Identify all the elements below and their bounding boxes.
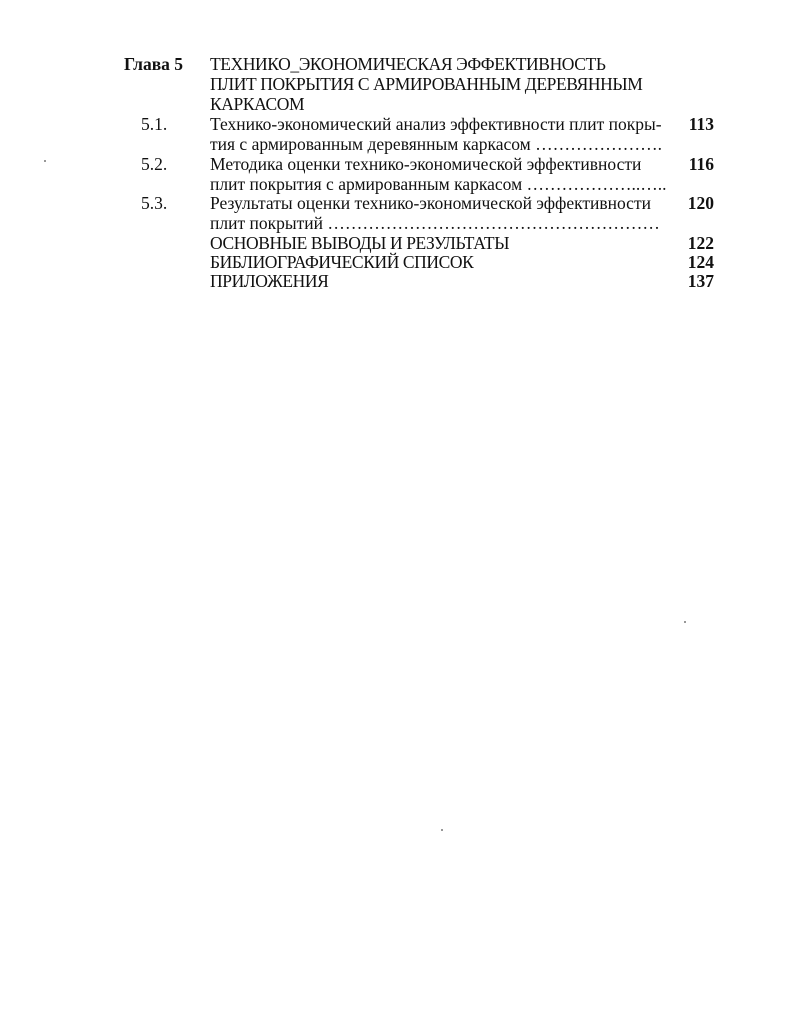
chapter-title-line-1: ТЕХНИКО_ЭКОНОМИЧЕСКАЯ ЭФФЕКТИВНОСТЬ <box>210 54 606 74</box>
section-number: 5.2. <box>141 154 168 174</box>
section-page-number: 120 <box>687 193 714 213</box>
chapter-label: Глава 5 <box>124 54 184 74</box>
section-title-line-2: плит покрытия с армированным каркасом ………………..….. <box>210 174 667 194</box>
section-page-number: 116 <box>688 154 714 174</box>
section-number: 5.1. <box>141 114 168 134</box>
toc-entry-bibliography: БИБЛИОГРАФИЧЕСКИЙ СПИСОК <box>210 252 474 272</box>
chapter-title-line-2: ПЛИТ ПОКРЫТИЯ С АРМИРОВАННЫМ ДЕРЕВЯННЫМ <box>210 74 643 94</box>
section-number: 5.3. <box>141 193 168 213</box>
section-title-line-1: Методика оценки технико-экономической эффективности <box>210 154 642 174</box>
toc-entry-page-number: 137 <box>687 271 714 291</box>
toc-entry-conclusions: ОСНОВНЫЕ ВЫВОДЫ И РЕЗУЛЬТАТЫ <box>210 233 510 253</box>
scan-speck <box>684 621 686 623</box>
section-title-line-1: Результаты оценки технико-экономической эффективности <box>210 193 651 213</box>
toc-entry-page-number: 124 <box>687 252 714 272</box>
scan-speck <box>44 160 46 162</box>
section-title-line-1: Технико-экономический анализ эффективности плит покры- <box>210 114 662 134</box>
toc-entry-appendices: ПРИЛОЖЕНИЯ <box>210 271 329 291</box>
toc-entry-page-number: 122 <box>687 233 714 253</box>
scan-speck <box>441 829 443 831</box>
chapter-title-line-3: КАРКАСОМ <box>210 94 305 114</box>
section-page-number: 113 <box>688 114 714 134</box>
section-title-line-2: плит покрытий ………………………………………………… <box>210 213 660 233</box>
section-title-line-2: тия с армированным деревянным каркасом …………………. <box>210 134 662 154</box>
